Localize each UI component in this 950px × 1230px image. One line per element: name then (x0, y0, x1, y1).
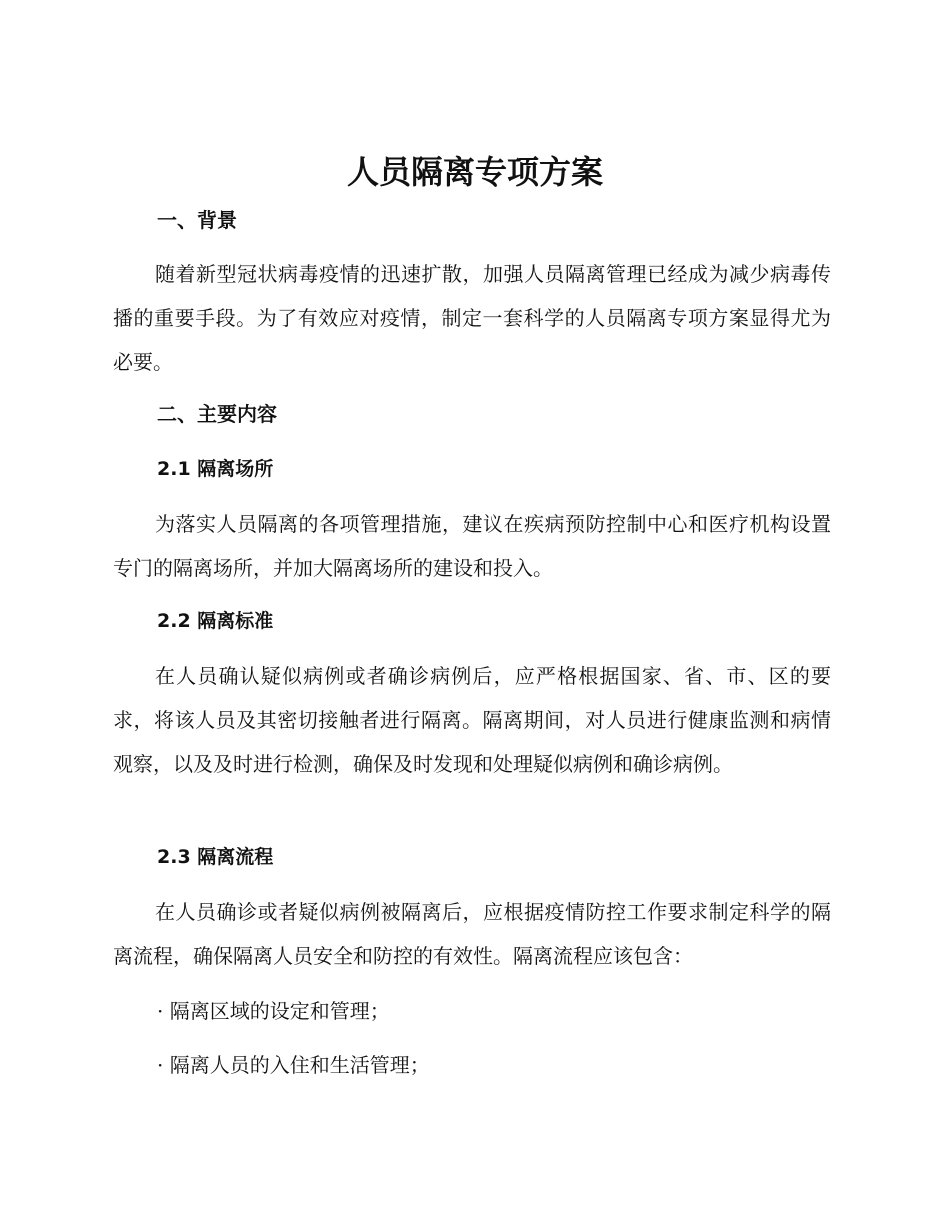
isolation-site-paragraph: 为落实人员隔离的各项管理措施，建议在疾病预防控制中心和医疗机构设置专门的隔离场所，并加大隔离场所的建设和投入。 (113, 512, 831, 580)
isolation-process-paragraph: 在人员确诊或者疑似病例被隔离后，应根据疫情防控工作要求制定科学的隔离流程，确保隔离人员安全和防控的有效性。隔离流程应该包含： (113, 900, 831, 968)
section-heading-background: 一、背景 (157, 208, 237, 232)
subsection-heading-isolation-standard: 2.2 隔离标准 (157, 610, 274, 632)
list-item: · 隔离区域的设定和管理； (157, 999, 390, 1023)
background-paragraph: 随着新型冠状病毒疫情的迅速扩散，加强人员隔离管理已经成为减少病毒传播的重要手段。为了有效应对疫情，制定一套科学的人员隔离专项方案显得尤为必要。 (113, 262, 831, 374)
subsection-heading-isolation-site: 2.1 隔离场所 (157, 458, 274, 480)
isolation-standard-paragraph: 在人员确认疑似病例或者确诊病例后，应严格根据国家、省、市、区的要求，将该人员及其密切接触者进行隔离。隔离期间，对人员进行健康监测和病情观察，以及及时进行检测，确保及时发现和处理疑似病例和确诊病例。 (113, 664, 831, 776)
list-item: · 隔离人员的入住和生活管理； (157, 1053, 430, 1077)
section-heading-main-content: 二、主要内容 (157, 402, 277, 426)
document-title: 人员隔离专项方案 (346, 153, 603, 191)
subsection-heading-isolation-process: 2.3 隔离流程 (157, 846, 274, 868)
